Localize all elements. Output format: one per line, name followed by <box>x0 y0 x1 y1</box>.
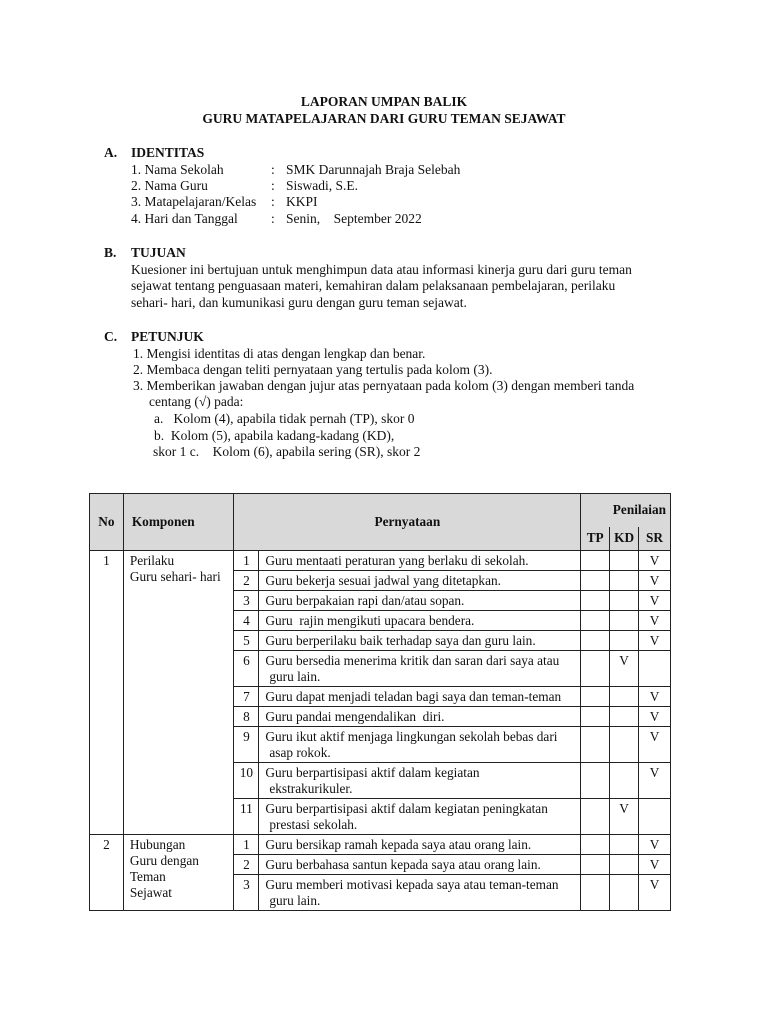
rating-sr-cell: V <box>639 727 671 763</box>
rating-sr-cell: V <box>639 631 671 651</box>
rating-kd-cell <box>610 611 639 631</box>
section-a-letter: A. <box>104 145 118 160</box>
rating-sr-cell: V <box>639 571 671 591</box>
statement-cell <box>259 611 581 631</box>
rating-tp-cell <box>581 631 610 651</box>
statement-text: Guru bersedia menerima kritik dan saran dari saya atau <box>265 653 560 668</box>
instruction-line: centang (√) pada: <box>149 394 244 409</box>
header-pernyataan: Pernyataan <box>234 494 581 551</box>
section-b-letter: B. <box>104 245 117 260</box>
statement-number: 11 <box>234 799 259 835</box>
identity-value: KKPI <box>286 194 318 209</box>
rating-kd-cell <box>610 855 639 875</box>
statement-number: 4 <box>234 611 259 631</box>
statement-cell <box>259 651 581 687</box>
rating-tp-cell <box>581 651 610 687</box>
rating-sr-cell: V <box>639 835 671 855</box>
identity-label: 4. Hari dan Tanggal <box>131 211 238 226</box>
report-title <box>0 93 768 127</box>
rating-sr-cell <box>639 651 671 687</box>
statement-cell <box>259 875 581 911</box>
identity-label: 2. Nama Guru <box>131 178 208 193</box>
instruction-line: 2. Membaca dengan teliti pernyataan yang tertulis pada kolom (3). <box>133 362 493 377</box>
rating-tp-cell <box>581 835 610 855</box>
rating-sr-cell: V <box>639 875 671 911</box>
rating-sr-cell: V <box>639 551 671 571</box>
statement-text-continuation: asap rokok. <box>269 745 331 760</box>
rating-kd-cell <box>610 835 639 855</box>
rating-kd-cell <box>610 727 639 763</box>
statement-text: Guru rajin mengikuti upacara bendera. <box>265 613 475 628</box>
statement-text: Guru bekerja sesuai jadwal yang ditetapkan. <box>265 573 501 588</box>
statement-cell <box>259 727 581 763</box>
statement-number: 5 <box>234 631 259 651</box>
statement-cell <box>259 799 581 835</box>
rating-tp-cell <box>581 763 610 799</box>
statement-text: Guru berpartisipasi aktif dalam kegiatan <box>265 765 480 780</box>
statement-cell <box>259 763 581 799</box>
statement-text: Guru dapat menjadi teladan bagi saya dan teman-teman <box>265 689 562 704</box>
header-komponen: Komponen <box>123 494 234 551</box>
identity-colon: : <box>271 162 275 177</box>
rating-sr-cell: V <box>639 591 671 611</box>
statement-text: Guru berbahasa santun kepada saya atau orang lain. <box>265 857 541 872</box>
rating-tp-cell <box>581 727 610 763</box>
rating-tp-cell <box>581 551 610 571</box>
rating-sr-cell: V <box>639 611 671 631</box>
identity-label: 1. Nama Sekolah <box>131 162 224 177</box>
rating-tp-cell <box>581 799 610 835</box>
statement-number: 1 <box>234 835 259 855</box>
header-penilaian: Penilaian <box>581 494 671 527</box>
purpose-line: sejawat tentang penguasaan materi, kemahiran dalam pelaksanaan pembelajaran, perilaku <box>131 278 616 294</box>
identity-value: SMK Darunnajah Braja Selebah <box>286 162 461 177</box>
table-row <box>90 835 671 855</box>
rating-sr-cell: V <box>639 763 671 799</box>
group-component: Perilaku Guru sehari- hari <box>123 551 234 835</box>
rating-tp-cell <box>581 611 610 631</box>
section-b-heading <box>104 245 186 261</box>
statement-text: Guru pandai mengendalikan diri. <box>265 709 445 724</box>
table-body <box>90 551 671 911</box>
rating-kd-cell <box>610 687 639 707</box>
header-tp: TP <box>581 527 610 551</box>
statement-number: 2 <box>234 855 259 875</box>
rating-tp-cell <box>581 875 610 911</box>
statement-number: 6 <box>234 651 259 687</box>
identity-label: 3. Matapelajaran/Kelas <box>131 194 257 209</box>
section-c-letter: C. <box>104 329 118 344</box>
header-no: No <box>90 494 124 551</box>
statement-cell <box>259 591 581 611</box>
rating-kd-cell <box>610 763 639 799</box>
rating-tp-cell <box>581 707 610 727</box>
rating-kd-cell <box>610 551 639 571</box>
statement-number: 10 <box>234 763 259 799</box>
rating-sr-cell <box>639 799 671 835</box>
statement-number: 3 <box>234 591 259 611</box>
title-line-1: LAPORAN UMPAN BALIK <box>300 94 468 109</box>
statement-text: Guru memberi motivasi kepada saya atau teman-teman <box>265 877 559 892</box>
rating-kd-cell: V <box>610 651 639 687</box>
identity-colon: : <box>271 211 275 226</box>
statement-text-continuation: ekstrakurikuler. <box>269 781 353 796</box>
statement-number: 2 <box>234 571 259 591</box>
rating-tp-cell <box>581 571 610 591</box>
rating-kd-cell <box>610 631 639 651</box>
statement-text: Guru berperilaku baik terhadap saya dan guru lain. <box>265 633 536 648</box>
instruction-line: 3. Memberikan jawaban dengan jujur atas pernyataan pada kolom (3) dengan memberi tanda <box>133 378 635 393</box>
rating-sr-cell: V <box>639 687 671 707</box>
statement-text: Guru berpartisipasi aktif dalam kegiatan peningkatan <box>265 801 548 816</box>
statement-text: Guru bersikap ramah kepada saya atau orang lain. <box>265 837 532 852</box>
statement-number: 9 <box>234 727 259 763</box>
group-number: 2 <box>90 835 124 911</box>
statement-text: Guru berpakaian rapi dan/atau sopan. <box>265 593 465 608</box>
purpose-paragraph <box>131 262 651 311</box>
rating-kd-cell <box>610 591 639 611</box>
feedback-table <box>89 493 671 911</box>
instruction-line: b. Kolom (5), apabila kadang-kadang (KD), <box>154 428 395 443</box>
purpose-line: sehari- hari, dan kumunikasi guru dengan guru teman sejawat. <box>131 294 467 310</box>
section-a-title: IDENTITAS <box>131 145 205 160</box>
statement-cell <box>259 855 581 875</box>
statement-number: 8 <box>234 707 259 727</box>
identity-value: Senin, September 2022 <box>286 211 422 226</box>
purpose-line: Kuesioner ini bertujuan untuk menghimpun data atau informasi kinerja guru dari guru teman <box>131 262 632 277</box>
group-number: 1 <box>90 551 124 835</box>
rating-tp-cell <box>581 591 610 611</box>
instruction-line: skor 1 c. Kolom (6), apabila sering (SR), skor 2 <box>153 444 421 459</box>
statement-number: 7 <box>234 687 259 707</box>
statement-text-continuation: guru lain. <box>269 893 321 908</box>
statement-cell <box>259 631 581 651</box>
statement-cell <box>259 571 581 591</box>
statement-number: 3 <box>234 875 259 911</box>
rating-kd-cell <box>610 707 639 727</box>
group-component: Hubungan Guru dengan Teman Sejawat <box>123 835 234 911</box>
rating-kd-cell <box>610 875 639 911</box>
rating-tp-cell <box>581 687 610 707</box>
table-row <box>90 551 671 571</box>
statement-text-continuation: guru lain. <box>269 669 321 684</box>
rating-tp-cell <box>581 855 610 875</box>
section-a-heading <box>104 145 204 161</box>
header-sr: SR <box>639 527 671 551</box>
rating-kd-cell <box>610 571 639 591</box>
title-line-2: GURU MATAPELAJARAN DARI GURU TEMAN SEJAWAT <box>202 111 566 126</box>
statement-number: 1 <box>234 551 259 571</box>
rating-sr-cell: V <box>639 707 671 727</box>
statement-text-continuation: prestasi sekolah. <box>269 817 358 832</box>
statement-cell <box>259 707 581 727</box>
rating-kd-cell: V <box>610 799 639 835</box>
statement-cell <box>259 551 581 571</box>
section-b-title: TUJUAN <box>131 245 186 260</box>
section-c-heading <box>104 329 204 345</box>
header-kd: KD <box>610 527 639 551</box>
statement-text: Guru mentaati peraturan yang berlaku di sekolah. <box>265 553 529 568</box>
statement-cell <box>259 687 581 707</box>
identity-colon: : <box>271 194 275 209</box>
instruction-line: a. Kolom (4), apabila tidak pernah (TP), skor 0 <box>154 411 415 426</box>
identity-colon: : <box>271 178 275 193</box>
section-c-title: PETUNJUK <box>131 329 204 344</box>
instruction-line: 1. Mengisi identitas di atas dengan lengkap dan benar. <box>133 346 426 361</box>
statement-text: Guru ikut aktif menjaga lingkungan sekolah bebas dari <box>265 729 558 744</box>
statement-cell <box>259 835 581 855</box>
rating-sr-cell: V <box>639 855 671 875</box>
identity-value: Siswadi, S.E. <box>286 178 359 193</box>
